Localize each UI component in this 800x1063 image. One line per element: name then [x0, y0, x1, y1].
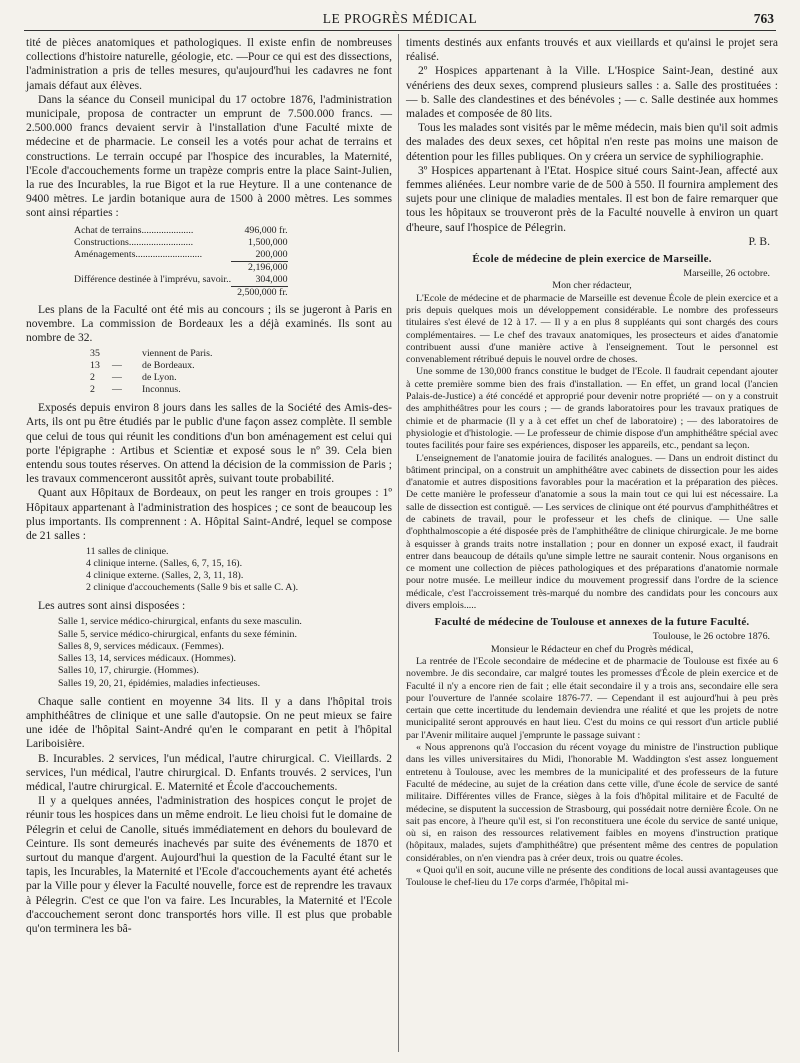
list-item: 11 salles de clinique. [86, 546, 169, 558]
cost-row [74, 286, 288, 299]
cost-value: 304,000 [255, 273, 288, 285]
tally-count: 35 [90, 348, 100, 360]
paragraph: Chaque salle contient en moyenne 34 lits. Il y a dans l'hôpital trois amphithéâtres de clinique et une salle d'autopsie. On ne peut mieux se faire une idée de l'hôpital Saint-André qu'en le comparant en petit à l'hôpital Lariboisière. [26, 695, 392, 751]
cost-value: 2,196,000 [231, 261, 287, 274]
cost-value: 2,500,000 fr. [231, 286, 287, 299]
tally-count: 2 [90, 372, 95, 384]
letter-toulouse [406, 656, 778, 890]
column-divider [398, 34, 399, 1052]
section-heading-marseille: École de médecine de plein exercice de Marseille. [472, 253, 712, 266]
plans-tally [90, 348, 392, 396]
list-item: Salle 5, service médico-chirurgical, enfants du sexe féminin. [58, 628, 297, 640]
list-item: Salle 1, service médico-chirurgical, enfants du sexe masculin. [58, 616, 302, 628]
paragraph: B. Incurables. 2 services, l'un médical, l'autre chirurgical. C. Vieillards. 2 services, l'un médical, l'autre chirurgical. D. Enfants trouvés. 2 services, l'un médical, l'autre chirurgical. E. Maternité et École d'accouchements. [26, 752, 392, 793]
cost-label: Différence destinée à l'imprévu, savoir.. [74, 273, 232, 285]
page-number: 763 [753, 11, 774, 26]
cost-row [74, 249, 288, 262]
cost-row [74, 237, 288, 249]
salutation: Monsieur le Rédacteur en chef du Progrès médical, [490, 643, 694, 655]
cost-label: Achat de terrains..................... [74, 224, 194, 236]
list-item: Salles 10, 17, chirurgie. (Hommes). [58, 665, 199, 677]
tally-row [90, 372, 392, 384]
tally-row [90, 348, 392, 360]
tally-count: 13 [90, 360, 100, 372]
section-heading-toulouse: Faculté de médecine de Toulouse et annexes de la future Faculté. [434, 616, 750, 629]
tally-count: 2 [90, 384, 95, 396]
paragraph: Quant aux Hôpitaux de Bordeaux, on peut les ranger en trois groupes : 1º Hôpitaux appartenant à l'administration des hospices ; ce sont de beaucoup les plus importants. Ils comprennent : A. Hôpital Saint-André, lequel se compose de 21 salles : [26, 487, 392, 543]
paragraph: L'Ecole de médecine et de pharmacie de Marseille est devenue École de plein exercice et a pris depuis quelques mois un développement considérable. Le nombre des professeurs titulaires s'est élevé de 12 à 17. — Il y a en plus 8 suppléants qui sont chargés des cours complémentaires. — Le chef des travaux anatomiques, les prosecteurs et aides d'anatomie contribuent aussi d'une manière active à l'enseignement. Tout le personnel est convenablement rétribué depuis le nouvel ordre de choses. [406, 292, 778, 366]
cost-value: 200,000 [255, 248, 288, 260]
paragraph: 2º Hospices appartenant à la Ville. L'Hospice Saint-Jean, destiné aux vénériens des deux sexes, comprend plusieurs salles : a. Salle des prostituées : — b. Salle des clandestines et des bénévoles ; — c. Salle destinée aux hommes malades et composée de 80 lits. [406, 65, 778, 121]
cost-row [74, 225, 288, 237]
right-column [406, 36, 778, 890]
cost-row [74, 274, 288, 287]
paragraph: Les autres sont ainsi disposées : [38, 600, 186, 613]
cost-label: Constructions.......................... [74, 236, 194, 248]
list-item: 4 clinique interne. (Salles, 6, 7, 15, 16). [86, 558, 243, 570]
tally-text: de Bordeaux. [142, 360, 195, 372]
list-item: 4 clinique externe. (Salles, 2, 3, 11, 18). [86, 570, 244, 582]
paragraph: L'enseignement de l'anatomie jouira de facilités analogues. — Dans un endroit distinct du bâtiment principal, on a construit un amphithéâtre avec cabinets de dissection pour les aides d'anatomie et autres dispositions favorables pour la macération et la préparation des pièces. De cette manière le professeur d'anatomie a sous la main tout ce qui lui est nécessaire. La salle de dissection est contiguë. — Les services de clinique ont été pourvus d'amphithéâtres et de cabinets de travail, pour le professeur et les chefs de clinique. — Une salle d'ophthalmoscopie a été disposée près de l'amphithéâtre de clinique chirurgicale. Je me borne à esquisser à grands traits notre installation ; pour en donner un exposé exact, il faudrait entrer dans beaucoup de détails qu'une simple lettre ne saurait contenir. Nous organisons en ce moment une collection de pièces pathologiques et des préparations d'anatomie normale pour notre musée. Le meilleur indice du mouvement progressif dans l'ordre de la science médicale, c'est l'accroissement très-marqué du nombre des candidats pour les concours aux divers emplois..... [406, 452, 778, 612]
cost-value: 496,000 fr. [244, 224, 288, 236]
left-column [26, 36, 392, 936]
letter-marseille [406, 293, 778, 613]
salles-list [58, 616, 392, 689]
cost-label: Aménagements........................... [74, 248, 203, 260]
tally-text: Inconnus. [142, 384, 181, 396]
saint-andre-list [86, 546, 392, 594]
paragraph: timents destinés aux enfants trouvés et aux vieillards et qu'ainsi le projet sera réalisé. [406, 37, 778, 64]
cost-value: 1,500,000 [248, 236, 288, 248]
paragraph: Une somme de 130,000 francs constitue le budget de l'Ecole. Il faudrait cependant ajouter à cette première somme bien des frais d'installation. — En effet, un grand local (l'ancien Palais-de-Justice) a été concédé et approprié pour devenir notre propriété — on y a construit des amphithéâtres pour les cours ; — de grands laboratoires pour les travaux pratiques de chimie et de pharmacie (Il y a à cet effet un chef de laboratoire) ; — des laboratoires de physiologie et d'histologie. — Le professeur de chimie dispose d'un amphithéâtre spécial avec toutes facilités pour faire ses expériences, disposer les appareils, etc., pendant sa leçon. [406, 366, 778, 452]
paragraph: 3º Hospices appartenant à l'Etat. Hospice situé cours Saint-Jean, affecté aux femmes aliénées. Leur nombre varie de de 500 à 550. Il fournira amplement des sujets pour une clinique de maladies mentales. Il est bon de faire remarquer que tous les hôpitaux se trouveront près de la Faculté nouvelle à environ un quart d'heure, sauf l'hospice de Pélegrin. [406, 164, 778, 234]
paragraph: Il y a quelques années, l'administration des hospices conçut le projet de réunir tous les hospices dans un même endroit. Le lieu choisi fut le domaine de Pélegrin et celui de Canolle, situés immédiatement en dehors du boulevard de Ceinture. Ils sont demeurés inachevés par suite des événements de 1870 et surtout du manque d'argent. Aujourd'hui la question de la Faculté étant sur le tapis, les Incurables, la Maternité et l'Ecole d'accouchements ayant été achetés par la Ville pour y élever la Faculté nouvelle, force est de reprendre les travaux à Pélegrin. C'est ce que l'on va faire. Les Incurables, la Maternité et l'Ecole d'accouchement seront donc transportés hors ville. Il est plus que probable qu'on terminera les bâ- [26, 795, 392, 935]
paragraph: Tous les malades sont visités par le même médecin, mais bien qu'il soit admis des malades des deux sexes, cet hôpital n'en reste pas moins une maison de détention pour les filles publiques. On y créera un service de syphiliographie. [406, 122, 778, 163]
salutation: Mon cher rédacteur, [552, 280, 632, 292]
paragraph: tité de pièces anatomiques et pathologiques. Il existe enfin de nombreuses collections d'histoire naturelle, géologie, etc. —Pour ce qui est des dissections, l'administration a pris de telles mesures, qu'aujourd'hui les cadavres ne font jamais défaut aux élèves. [26, 37, 392, 92]
list-item: Salles 8, 9, services médicaux. (Femmes). [58, 640, 224, 652]
paragraph: Dans la séance du Conseil municipal du 17 octobre 1876, l'administration municipale, proposa de contracter un emprunt de 7.500.000 francs. — 2.500.000 francs devaient servir à l'installation d'une Faculté mixte de médecine et de pharmacie. Le conseil les a votés pour achat de terrains et constructions. Le terrain occupé par l'hospice des incurables, la Maternité, l'Ecole d'accouchements forme un trapèze compris entre la place Saint-Julien, la rue des Incurables, la rue Bigot et la rue Heyture. Il a une contenance de 9400 mètres. Le jardin botanique aura de 1500 à 2000 mètres. Les sommes sont ainsi réparties : [26, 93, 392, 220]
list-item: Salles 13, 14, services médicaux. (Hommes). [58, 653, 236, 665]
list-item: Salles 19, 20, 21, épidémies, maladies infectieuses. [58, 677, 261, 689]
paragraph: « Quoi qu'il en soit, aucune ville ne présente des conditions de local aussi avantageuses que Toulouse le chef-lieu du 17e corps d'armée, l'hôpital mi- [406, 865, 778, 889]
tally-text: viennent de Paris. [142, 348, 213, 360]
paragraph: La rentrée de l'Ecole secondaire de médecine et de pharmacie de Toulouse est fixée au 6 novembre. Je dis secondaire, car malgré toutes les promesses d'École de plein exercice et de Faculté il n'y a encore rien de fait ; elle était secondaire il y a trois ans, secondaire elle sera pour l'ouverture de l'année scolaire 1876-77. — Cependant il est aujourd'hui à peu près certain que cette incertitude du lendemain deviendra une réalité et que les projets de notre municipalité seront approuvés en haut lieu. C'est du moins ce qui ressort d'un article publié par l'Avenir militaire auquel j'emprunte le passage suivant : [406, 655, 778, 741]
list-item: 2 clinique d'accouchements (Salle 9 bis et salle C. A). [86, 582, 299, 594]
cost-table [74, 225, 288, 299]
tally-dash: — [112, 372, 122, 384]
tally-dash: — [112, 360, 122, 372]
tally-row [90, 360, 392, 372]
dateline: Toulouse, le 26 octobre 1876. [652, 631, 770, 643]
journal-title: LE PROGRÈS MÉDICAL [322, 11, 478, 26]
tally-dash: — [112, 384, 122, 396]
paragraph: Exposés depuis environ 8 jours dans les salles de la Société des Amis-des-Arts, ils ont pu être étudiés par le public d'une façon assez complète. Il semble que celui de tous qui réunit les conditions d'un bon aménagement est celui qui porte l'épigraphe : Artibus et Scientiæ et exposé sous le nº 39. Cela bien entendu sous toutes réserves. On attend la décision de la commission de Paris ; les travaux commenceront aussitôt après, suivant toute probabilité. [26, 402, 392, 486]
cost-label [74, 286, 231, 299]
tally-text: de Lyon. [142, 372, 177, 384]
signature: P. B. [748, 235, 770, 248]
tally-row [90, 384, 392, 396]
paragraph: « Nous apprenons qu'à l'occasion du récent voyage du ministre de l'instruction publique dans les villes universitaires du Midi, l'honorable M. Waddington s'est assez longuement entretenu à Toulouse, avec les membres de la municipalité et des professeurs de la future Faculté de médecine, au sujet de la création dans cette ville, d'une école de service de santé militaire. Différentes villes de France, sièges à la fois d'hôpital militaire et de Faculté de médecine, se disputent la succession de Strasbourg, qui possédait notre dernière École. On ne sait pas encore, à l'heure qu'il est, si l'on reconstituera une école du service de santé unique, où si, en raison des ressources relativement faibles en moyens d'instruction pratique (hôpitaux, malades, sujets d'amphithéâtre) que présentent même des centres de population considérables, on n'en viendra pas à créer deux, trois ou quatre écoles. [406, 742, 778, 864]
dateline: Marseille, 26 octobre. [683, 268, 770, 280]
paragraph: Les plans de la Faculté ont été mis au concours ; ils se jugeront à Paris en novembre. La commission de Bordeaux les a déjà examinés. Ils sont au nombre de 32. [26, 303, 392, 345]
cost-label [74, 261, 231, 274]
page-header [24, 8, 776, 31]
cost-row [74, 261, 288, 274]
